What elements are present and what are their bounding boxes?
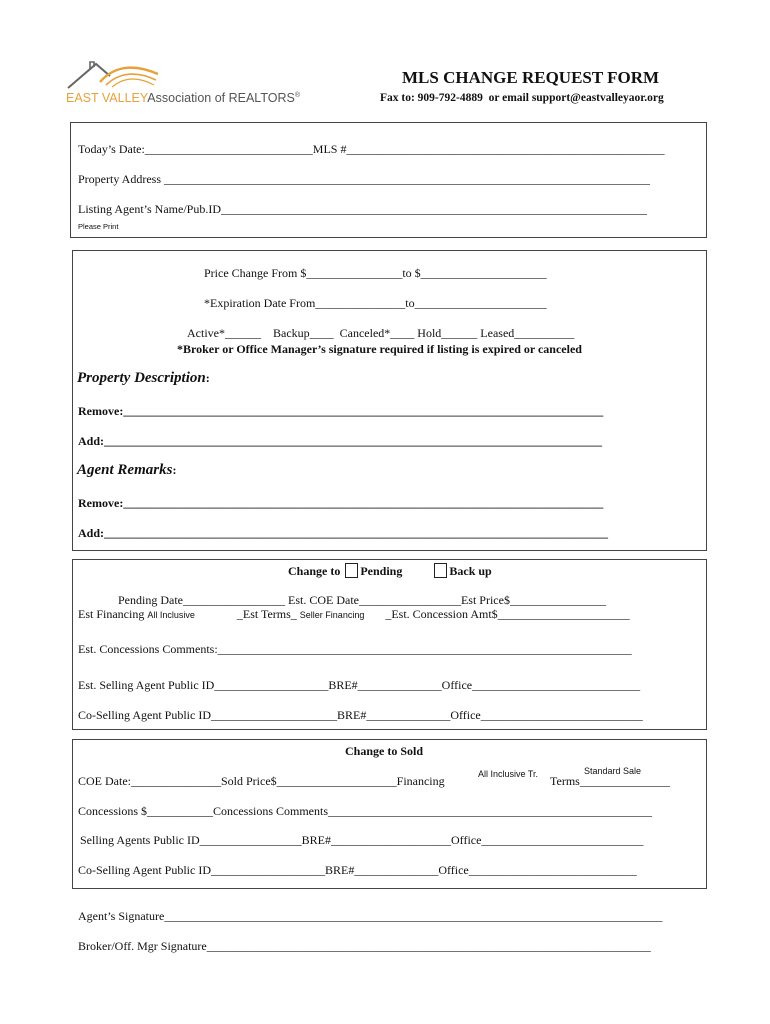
change-to-sold-heading: Change to Sold bbox=[345, 744, 424, 758]
pending-label: Pending bbox=[360, 564, 403, 578]
logo-registered: ® bbox=[294, 91, 300, 99]
back-up-label: Back up bbox=[449, 564, 492, 578]
broker-signature-field[interactable]: Broker/Off. Mgr Signature__________________________________________________________________________ bbox=[78, 939, 651, 953]
todays-date-mls-field[interactable]: Today’s Date:____________________________MLS #_____________________________________________________ bbox=[78, 142, 665, 156]
est-concessions-comments-field[interactable]: Est. Concessions Comments:_____________________________________________________________________ bbox=[78, 642, 632, 656]
change-to-pending-row bbox=[288, 563, 492, 579]
co-selling-agent-field[interactable]: Co-Selling Agent Public ID_____________________BRE#______________Office___________________________ bbox=[78, 708, 643, 722]
property-description-colon: : bbox=[205, 371, 210, 385]
back-up-checkbox[interactable] bbox=[434, 563, 447, 578]
logo-rest: Association of REALTORS bbox=[147, 91, 295, 105]
agent-signature-field[interactable]: Agent’s Signature___________________________________________________________________________________ bbox=[78, 909, 663, 923]
co-selling-sold-field[interactable]: Co-Selling Agent Public ID___________________BRE#______________Office____________________________ bbox=[78, 863, 637, 877]
broker-signature-note: *Broker or Office Manager’s signature required if listing is expired or canceled bbox=[177, 342, 582, 356]
agent-remarks-heading: Agent Remarks bbox=[77, 462, 173, 478]
property-description-heading: Property Description bbox=[77, 370, 206, 386]
pending-checkbox[interactable] bbox=[345, 563, 358, 578]
est-selling-agent-field[interactable]: Est. Selling Agent Public ID___________________BRE#______________Office____________________________ bbox=[78, 678, 641, 692]
please-print-note: Please Print bbox=[78, 222, 119, 231]
logo-brand: EAST VALLEY bbox=[66, 91, 148, 105]
all-inclusive-tr-value: All Inclusive Tr. bbox=[478, 769, 539, 779]
pending-date-row[interactable]: Pending Date_________________ Est. COE Date_________________Est Price$________________ bbox=[118, 593, 606, 607]
seller-financing-value: Seller Financing bbox=[299, 610, 365, 620]
est-terms-label: _Est Terms_ bbox=[236, 607, 297, 621]
fax-line: Fax to: 909-792-4889 or email support@eastvalleyaor.org bbox=[380, 92, 664, 104]
agent-remarks-remove-field[interactable]: Remove:________________________________________________________________________________ bbox=[78, 496, 604, 510]
expiration-date-field[interactable]: *Expiration Date From_______________to______________________ bbox=[204, 296, 547, 310]
agent-remarks-heading-wrap bbox=[77, 462, 176, 479]
property-description-add-field[interactable]: Add:___________________________________________________________________________________ bbox=[78, 434, 603, 448]
est-financing-label: Est Financing bbox=[78, 607, 145, 621]
price-change-field[interactable]: Price Change From $________________to $_____________________ bbox=[204, 266, 547, 280]
property-address-field[interactable]: Property Address _________________________________________________________________________________ bbox=[78, 172, 650, 186]
est-financing-row[interactable] bbox=[78, 607, 630, 622]
logo-wordmark bbox=[66, 91, 300, 105]
change-to-label: Change to bbox=[288, 564, 341, 578]
listing-agent-field[interactable]: Listing Agent’s Name/Pub.ID_______________________________________________________________________ bbox=[78, 202, 647, 216]
concessions-field[interactable]: Concessions $___________Concessions Comments______________________________________________________ bbox=[78, 804, 653, 818]
coe-date-sold-price-field[interactable]: COE Date:_______________Sold Price$____________________Financing bbox=[78, 774, 445, 788]
agent-remarks-colon: : bbox=[172, 463, 177, 477]
terms-field[interactable]: Terms_______________ bbox=[550, 774, 670, 788]
status-options[interactable]: Active*______ Backup____ Canceled*____ Hold______ Leased__________ bbox=[187, 326, 575, 340]
agent-remarks-add-field[interactable]: Add:____________________________________________________________________________________ bbox=[78, 526, 609, 540]
all-inclusive-value: All Inclusive bbox=[147, 610, 195, 620]
property-description-heading-wrap bbox=[77, 370, 210, 387]
form-title: MLS CHANGE REQUEST FORM bbox=[402, 68, 660, 87]
standard-sale-value: Standard Sale bbox=[584, 766, 642, 776]
property-description-remove-field[interactable]: Remove:________________________________________________________________________________ bbox=[78, 404, 604, 418]
selling-agents-field[interactable]: Selling Agents Public ID_________________BRE#____________________Office___________________________ bbox=[80, 833, 644, 847]
est-concession-label: _Est. Concession Amt$______________________ bbox=[385, 607, 630, 621]
